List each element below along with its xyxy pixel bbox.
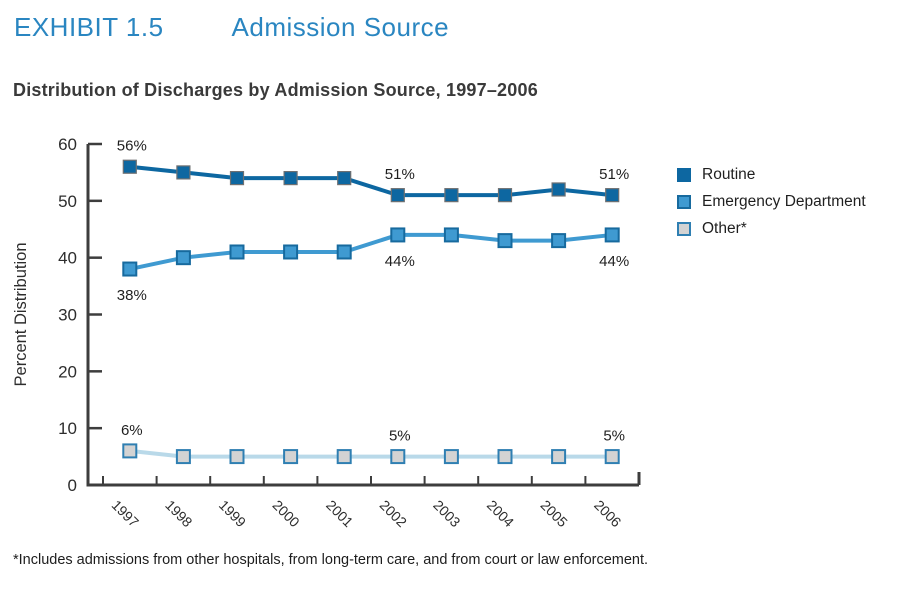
- data-marker: [177, 251, 190, 264]
- data-marker: [123, 444, 136, 457]
- data-marker: [606, 189, 619, 202]
- data-marker: [177, 450, 190, 463]
- exhibit-title: Admission Source: [231, 12, 450, 42]
- legend-label: Emergency Department: [702, 193, 866, 210]
- data-point-label: 56%: [116, 137, 147, 155]
- data-point-label: 38%: [116, 287, 147, 305]
- data-marker: [123, 160, 136, 173]
- legend-item-routine: [677, 166, 866, 184]
- data-marker: [445, 228, 458, 241]
- data-point-label: 5%: [388, 427, 411, 445]
- footnote-text: *Includes admissions from other hospitals, from long-term care, and from court or law enforcement.: [13, 552, 649, 568]
- exhibit-number: EXHIBIT 1.5: [14, 12, 164, 42]
- data-marker: [391, 228, 404, 241]
- data-marker: [284, 245, 297, 258]
- data-marker: [177, 166, 190, 179]
- data-marker: [445, 450, 458, 463]
- data-marker: [445, 189, 458, 202]
- x-tick-label: 2003: [430, 496, 464, 531]
- x-tick-label: 2006: [591, 496, 625, 531]
- other-swatch-icon: [677, 222, 691, 236]
- x-tick-label: 1998: [162, 496, 196, 531]
- data-marker: [606, 228, 619, 241]
- data-marker: [123, 263, 136, 276]
- legend-item-other: [677, 220, 866, 238]
- x-tick-label: 2000: [269, 496, 303, 531]
- data-marker: [231, 245, 244, 258]
- y-tick-label: 50: [58, 191, 77, 211]
- x-tick-label: 2004: [483, 496, 518, 531]
- y-tick-label: 60: [58, 135, 77, 154]
- data-marker: [499, 189, 512, 202]
- y-tick-label: 40: [58, 248, 77, 268]
- legend-label: Other*: [702, 220, 747, 237]
- x-tick-label: 2001: [323, 496, 357, 531]
- series-line-routine: [130, 167, 612, 195]
- x-tick-label: 1999: [215, 496, 250, 531]
- y-tick-label: 0: [67, 476, 77, 495]
- data-point-label: 51%: [599, 166, 630, 184]
- data-marker: [338, 450, 351, 463]
- y-axis-title: Percent Distribution: [12, 242, 30, 387]
- data-marker: [391, 450, 404, 463]
- data-marker: [231, 450, 244, 463]
- chart-title: Distribution of Discharges by Admission Source, 1997–2006: [13, 80, 538, 100]
- data-marker: [231, 172, 244, 185]
- data-point-label: 5%: [603, 427, 626, 445]
- data-marker: [338, 172, 351, 185]
- data-marker: [499, 450, 512, 463]
- legend-label: Routine: [702, 166, 756, 183]
- data-point-label: 44%: [384, 252, 415, 270]
- x-tick-label: 2005: [537, 496, 571, 531]
- y-tick-label: 30: [58, 305, 77, 325]
- data-marker: [284, 450, 297, 463]
- legend-item-emergency-department: [677, 193, 866, 211]
- data-marker: [552, 450, 565, 463]
- data-marker: [338, 245, 351, 258]
- data-point-label: 51%: [384, 166, 415, 184]
- emergency-department-swatch-icon: [677, 195, 691, 209]
- data-marker: [552, 183, 565, 196]
- data-marker: [284, 172, 297, 185]
- y-tick-label: 20: [58, 362, 77, 382]
- data-marker: [391, 189, 404, 202]
- data-marker: [606, 450, 619, 463]
- routine-swatch-icon: [677, 168, 691, 182]
- series-line-other-: [130, 451, 612, 457]
- series-line-emergency-department: [130, 235, 612, 269]
- x-tick-label: 2002: [376, 496, 411, 531]
- data-marker: [499, 234, 512, 247]
- data-point-label: 6%: [120, 421, 143, 439]
- data-marker: [552, 234, 565, 247]
- chart-legend: [677, 166, 866, 238]
- x-tick-label: 1997: [108, 496, 143, 531]
- data-point-label: 44%: [599, 252, 630, 270]
- y-tick-label: 10: [58, 419, 77, 439]
